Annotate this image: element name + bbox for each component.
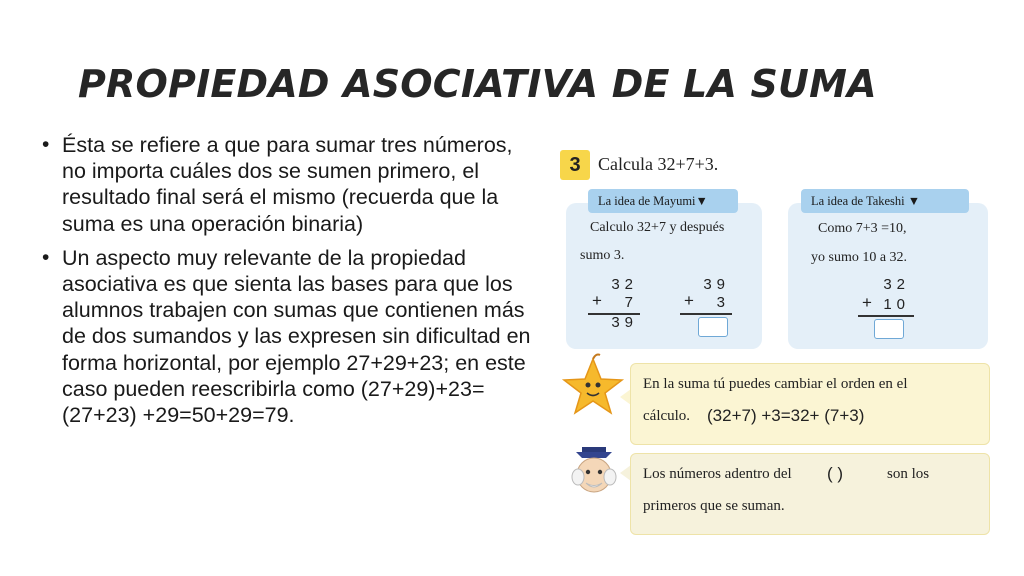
slide-title: PROPIEDAD ASOCIATIVA DE LA SUMA — [78, 62, 877, 106]
professor-mascot-icon — [562, 441, 624, 503]
textbook-figure — [558, 143, 994, 543]
mayumi-idea-tab: La idea de Mayumi▼ — [588, 189, 738, 213]
note1-line-1: En la suma tú puedes cambiar el orden en el — [643, 376, 908, 392]
takeshi-idea-tab: La idea de Takeshi ▼ — [801, 189, 969, 213]
takeshi-sum-rule — [858, 315, 914, 317]
sum1-top: 32 — [611, 276, 638, 293]
problem-number-badge: 3 — [560, 150, 590, 180]
sum2-addend: 3 — [716, 294, 730, 311]
sum1-plus: + — [592, 291, 602, 310]
bullet-item: • Un aspecto muy relevante de la propiedad asociativa es que sienta las bases para que los alumnos trabajen con sumas que contienen más de dos sumandos y las expresen sin dificultad en forma horizontal, por ejemplo 27+29+23; en este caso pueden reescribirla como (27+29)+23=(27+23) +29=50+29=79. — [40, 245, 540, 428]
takeshi-sum-plus: + — [862, 293, 872, 312]
note1-line-2-label: cálculo. — [643, 408, 691, 424]
note1-equation — [707, 406, 864, 426]
sum1-addend: 7 — [624, 294, 638, 311]
bullet-item: • Ésta se refiere a que para sumar tres números, no importa cuáles dos se sumen primero, el resultado final será el mismo (recuerda que la suma es una operación binaria) — [40, 132, 540, 237]
note-parentheses — [630, 453, 990, 535]
problem-statement: Calcula 32+7+3. — [598, 154, 719, 174]
star-mascot-icon — [558, 351, 628, 421]
mayumi-line-1: Calculo 32+7 y después — [590, 220, 725, 235]
bullet-list — [40, 132, 540, 428]
sum2-top: 39 — [703, 276, 730, 293]
mayumi-line-2: sumo 3. — [580, 248, 625, 263]
note1-equation-text: (32+7) +3=32+ (7+3) — [707, 406, 865, 425]
takeshi-sum-top: 32 — [883, 276, 910, 293]
sum1-result: 39 — [611, 314, 638, 331]
takeshi-line-2: yo sumo 10 a 32. — [811, 250, 908, 265]
note2-parentheses-text: ( ) — [827, 464, 844, 483]
note2-line-1a: Los números adentro del — [643, 466, 792, 482]
takeshi-answer-box[interactable] — [874, 319, 904, 339]
note-change-order — [630, 363, 990, 445]
sum2-answer-box[interactable] — [698, 317, 728, 337]
note2-parentheses-glyph — [827, 464, 843, 484]
sum2-rule — [680, 313, 732, 315]
takeshi-sum-addend: 10 — [883, 296, 910, 313]
note2-line-2: primeros que se suman. — [643, 498, 785, 514]
sum2-plus: + — [684, 291, 694, 310]
note2-line-1c: son los — [887, 466, 930, 482]
takeshi-line-1: Como 7+3 =10, — [818, 221, 907, 236]
